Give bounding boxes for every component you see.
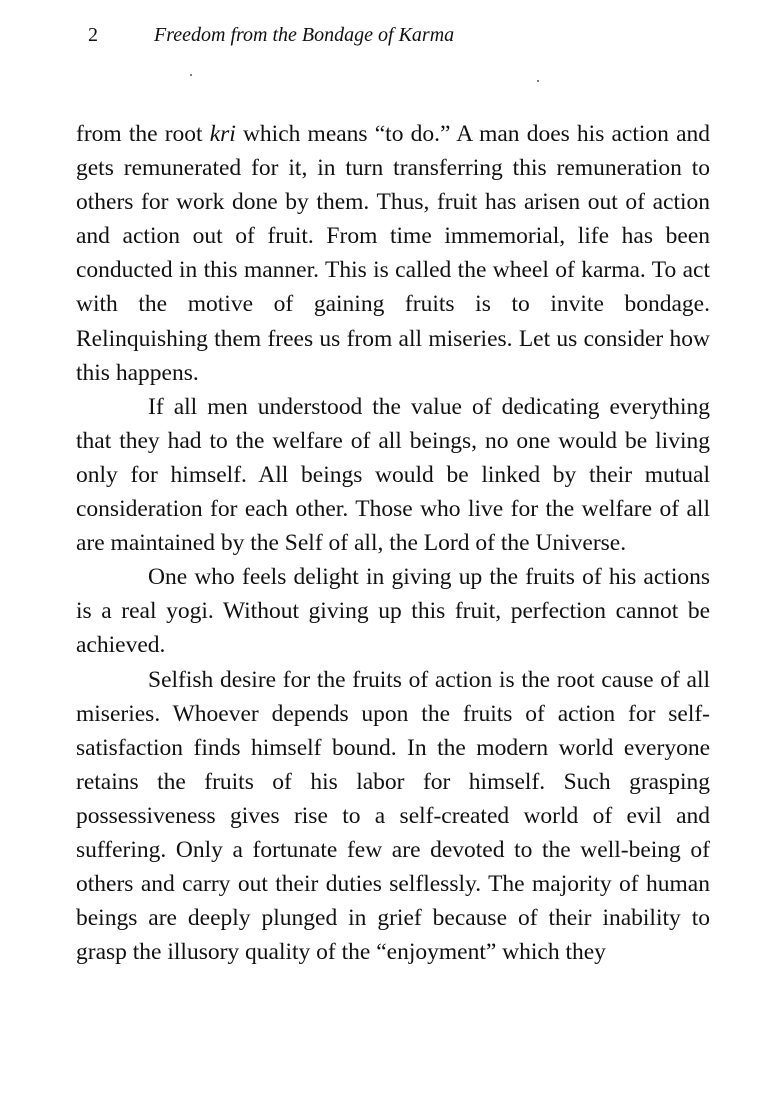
paragraph-text: One who feels delight in giving up the fruits of his actions is a real yogi. Without giving up this fruit, perfection cannot be achieved.	[76, 564, 710, 659]
paragraph-text: Selfish desire for the fruits of action is the root cause of all miseries. Whoever depends upon the fruits of action for self-satisfaction finds himself bound. In the modern world everyone retains the fruits of his labor for himself. Such grasping possessiveness gives rise to a self-created world of evil and suffering. Only a fortunate few are devoted to the well-being of others and carry out their duties selflessly. The majority of human beings are deeply plunged in grief because of their inability to grasp the illusory quality of the “enjoyment” which they	[76, 666, 710, 966]
italic-term: kri	[209, 121, 236, 147]
paragraph	[76, 663, 710, 970]
page-number: 2	[88, 24, 98, 46]
running-title: Freedom from the Bondage of Karma	[154, 24, 455, 46]
paragraph	[76, 390, 710, 560]
running-header	[88, 20, 708, 50]
print-speck	[537, 80, 539, 82]
paragraph-text: from the root	[76, 121, 210, 147]
paragraph-text: which means “to do.” A man does his action and gets remunerated for it, in turn transferring this remuneration to others for work done by them. Thus, fruit has arisen out of action and action out of fruit. From time immemorial, life has been conducted in this manner. This is called the wheel of karma. To act with the motive of gaining fruits is to invite bondage. Relinquishing them frees us from all miseries. Let us consider how this happens.	[76, 121, 710, 386]
paragraph-text: If all men understood the value of dedicating everything that they had to the welfare of all beings, no one would be living only for himself. All beings would be linked by their mutual consideration for each other. Those who live for the welfare of all are maintained by the Self of all, the Lord of the Universe.	[76, 393, 710, 557]
paragraph	[76, 560, 710, 662]
paragraph	[76, 117, 710, 390]
body-text	[76, 117, 710, 969]
print-speck	[190, 74, 192, 76]
